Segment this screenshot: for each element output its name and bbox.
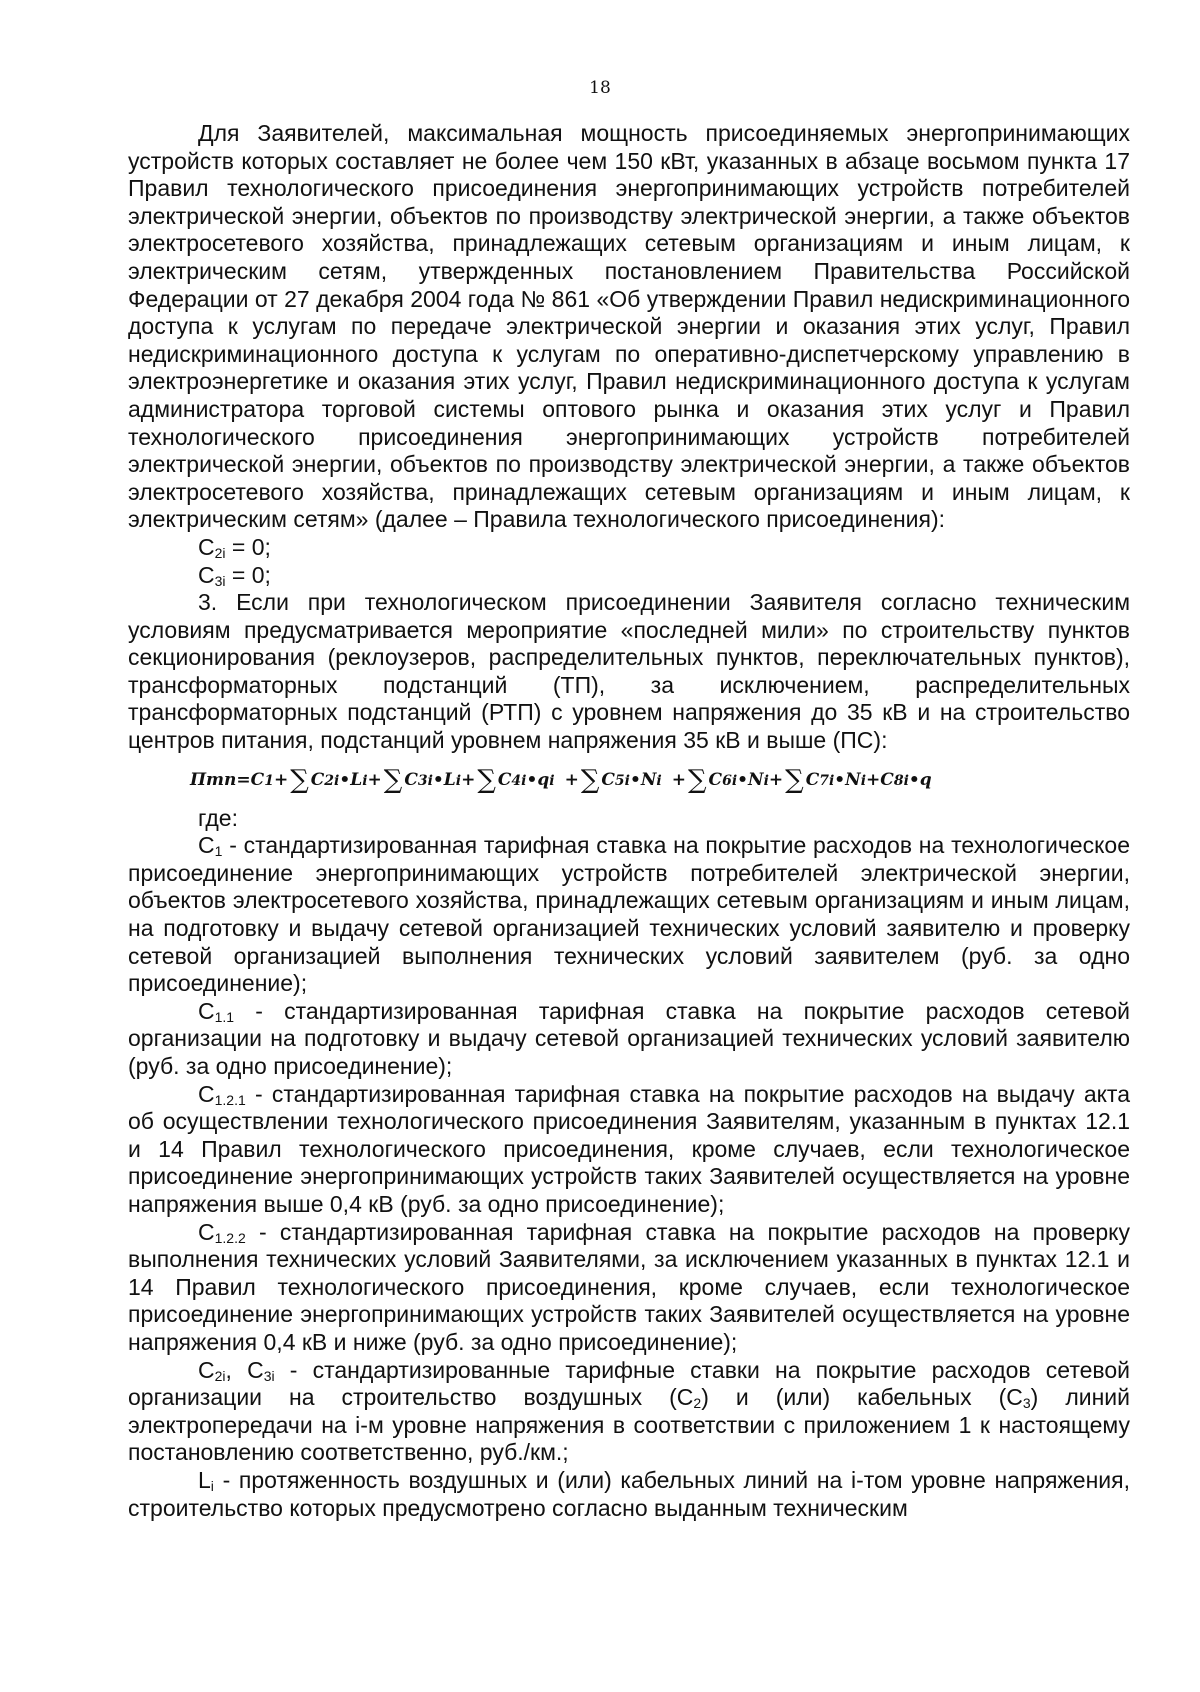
definition-c1-2-1: $C_{1.2.1}$ - стандартизированная тарифная ставка на покрытие расходов на выдачу акта об осуществлении технологического присоединения Заявителям, указанным в пунктах 12.1 и 14 Правил технологического присоединения, кроме случаев, если технологическое присоединение энергопринимающих устройств таких Заявителей осуществляется на уровне напряжения выше 0,4 кВ (руб. за одно присоединение); [128,1080,1130,1217]
definition-c1: $C_1$ - стандартизированная тарифная ставка на покрытие расходов на технологическое присоединение энергопринимающих устройств потребителей электрической энергии, объектов электросетевого хозяйства, принадлежащих сетевым организациям и иным лицам, на подготовку и выдачу сетевой организацией технических условий заявителю и проверку сетевой организацией выполнения технических условий заявителем (руб. за одно присоединение); [128,832,1130,997]
equation-c3i-zero: $C_{3i} = 0$; [198,561,271,589]
definition-li: $L_i$ - протяженность воздушных и (или) кабельных линий на i-том уровне напряжения, строительство которых предусмотрено согласно выданным техническим [128,1466,1130,1521]
page-number: 18 [589,78,611,98]
sum-symbol: ∑ [580,764,600,795]
definition-c1-2-2: $C_{1.2.2}$ - стандартизированная тарифная ставка на покрытие расходов на проверку выполнения технических условий Заявителями, за исключением указанных в пунктах 12.1 и 14 Правил технологического присоединения, кроме случаев, если технологическое присоединение энергопринимающих устройств таких Заявителей осуществляется на уровне напряжения 0,4 кВ и ниже (руб. за одно присоединение); [128,1218,1130,1355]
sum-symbol: ∑ [383,764,403,795]
where-label: где: [198,804,238,831]
sum-symbol: ∑ [477,764,496,795]
document-body [128,120,1130,1522]
ptp-formula: Птп = C 1 + ∑ C 2i • L i + ∑ C 3i • L i + ∑ C 4i • q i + ∑ C 5i • N i + ∑ C 6i • N i + ∑ C 7i • N i + C 8i • q [190,764,932,795]
definition-c1-1: $C_{1.1}$ - стандартизированная тарифная ставка на покрытие расходов сетевой организации на подготовку и выдачу сетевой организацией технических условий заявителю (руб. за одно присоединение); [128,997,1130,1079]
sum-symbol: ∑ [290,764,309,795]
formula-lhs: Птп [190,769,237,790]
sum-symbol: ∑ [687,764,707,795]
definition-c2i-c3i: $C_{2i}$, $C_{3i}$ - стандартизированные тарифные ставки на покрытие расходов сетевой организации на строительство воздушных $(C_2)$ и (или) кабельных $(C_3)$ линий электропередачи на i-м уровне напряжения в соответствии с приложением 1 к настоящему постановлению соответственно, руб./км.; [128,1356,1131,1466]
paragraph-last-mile: 3. Если при технологическом присоединении Заявителя согласно техническим условиям предусматривается мероприятие «последней мили» по строительству пунктов секционирования (реклоузеров, распределительных пунктов, переключательных пунктов), трансформаторных подстанций (ТП), за исключением, распределительных трансформаторных подстанций (РТП) с уровнем напряжения до 35 кВ и на строительство центров питания, подстанций уровнем напряжения 35 кВ и выше (ПС): [128,589,1130,754]
sum-symbol: ∑ [785,764,804,795]
equation-c2i-zero: $C_{2i} = 0$; [198,533,271,561]
paragraph-applicants-150kw: Для Заявителей, максимальная мощность присоединяемых энергопринимающих устройств которых составляет не более чем 150 кВт, указанных в абзаце восьмом пункта 17 Правил технологического присоединения энергопринимающих устройств потребителей электрической энергии, объектов по производству электрической энергии, а также объектов электросетевого хозяйства, принадлежащих сетевым организациям и иным лицам, к электрическим сетям, утвержденных постановлением Правительства Российской Федерации от 27 декабря 2004 года № 861 «Об утверждении Правил недискриминационного доступа к услугам по передаче электрической энергии и оказания этих услуг, Правил недискриминационного доступа к услугам по оперативно-диспетчерскому управлению в электроэнергетике и оказания этих услуг, Правил недискриминационного доступа к услугам администратора торговой системы оптового рынка и оказания этих услуг и Правил технологического присоединения энергопринимающих устройств потребителей электрической энергии, объектов по производству электрической энергии, а также объектов электросетевого хозяйства, принадлежащих сетевым организациям и иным лицам, к электрическим сетям» (далее – Правила технологического присоединения): [128,120,1130,533]
